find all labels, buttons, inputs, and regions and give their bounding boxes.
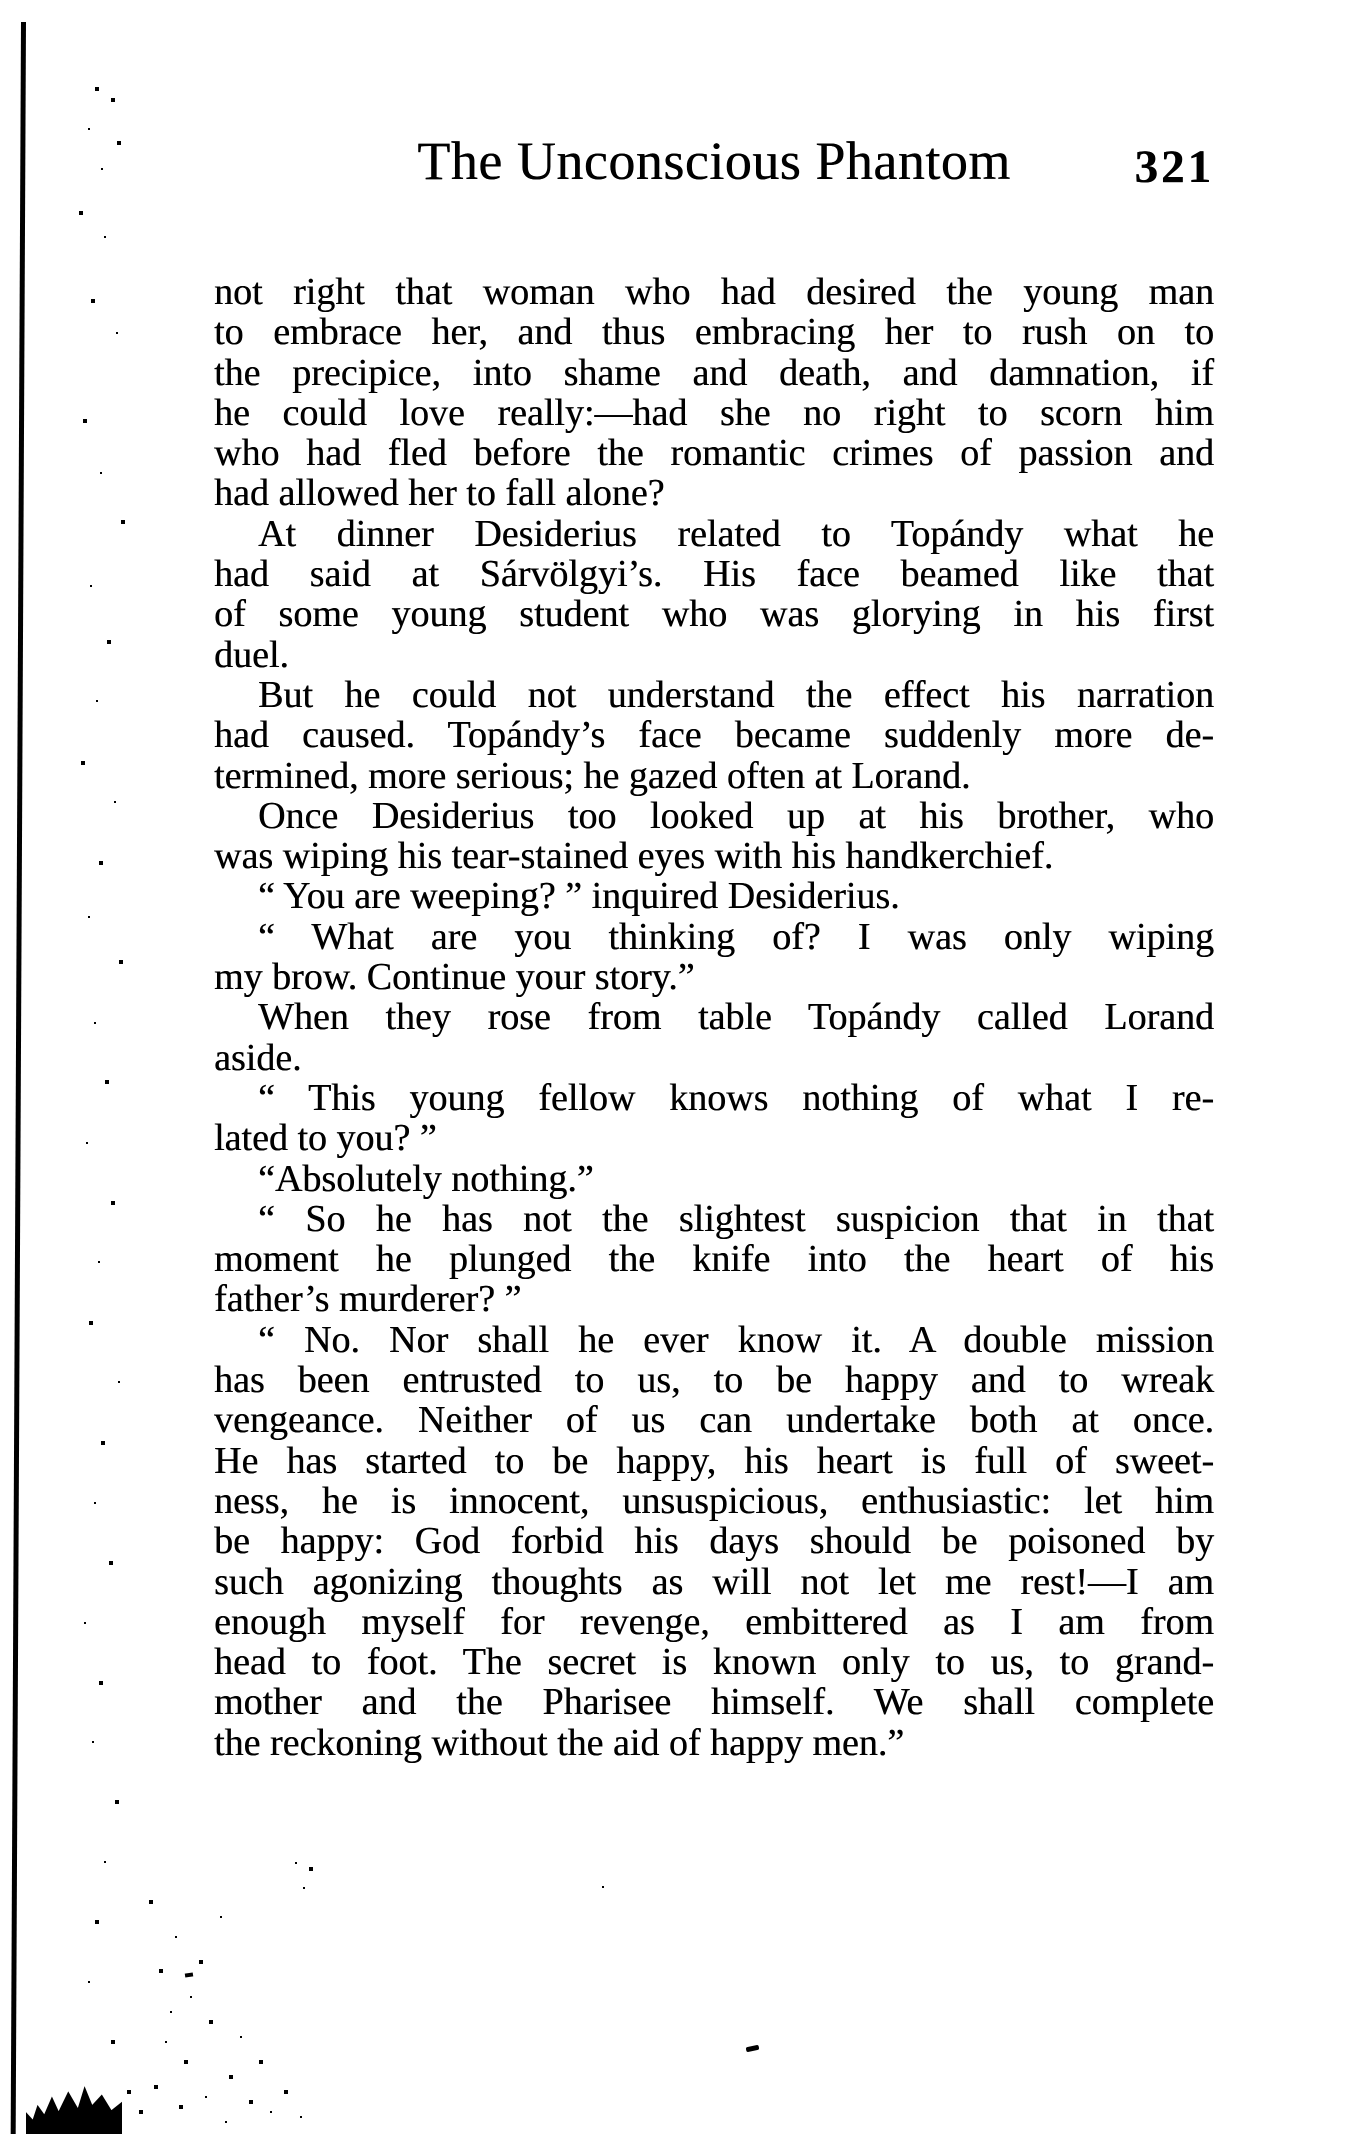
text-line: vengeance. Neither of us can undertake both at once. [214,1399,1214,1442]
text-line: had said at Sárvölgyi’s. His face beamed like that [214,553,1214,596]
text-line: not right that woman who had desired the young man [214,271,1214,313]
text-line: He has started to be happy, his heart is full of sweet- [214,1439,1214,1482]
text-line: termined, more serious; he gazed often at Lorand. [214,754,971,797]
text-line: has been entrusted to us, to be happy and to wreak [214,1359,1214,1402]
text-line: aside. [214,1036,302,1079]
text-line: father’s murderer? ” [214,1278,522,1321]
text-line: “ You are weeping? ” inquired Desiderius. [258,875,900,918]
scan-mark-dash [185,1972,193,1977]
text-line: be happy: God forbid his days should be poisoned by [214,1520,1214,1563]
text-line: Once Desiderius too looked up at his brother, who [258,794,1214,837]
scan-speckles-bottom [0,0,2,2]
text-line: had allowed her to fall alone? [214,472,665,515]
page-header [214,130,1214,192]
text-line: “ No. Nor shall he ever know it. A double mission [258,1318,1214,1361]
text-line: to embrace her, and thus embracing her to rush on to [214,311,1214,354]
page-number: 321 [1134,141,1214,193]
text-line: my brow. Continue your story.” [214,956,695,999]
text-line: “ So he has not the slightest suspicion that in that [258,1197,1214,1240]
text-line: was wiping his tear-stained eyes with his handkerchief. [214,835,1054,878]
text-line: But he could not understand the effect his narration [258,673,1214,716]
text-line: of some young student who was glorying in his first [214,593,1214,636]
scan-spine-line [11,22,26,2134]
scan-mark-dash [746,2045,760,2053]
text-line: mother and the Pharisee himself. We shall complete [214,1681,1214,1724]
page-title: The Unconscious Phantom [417,131,1011,191]
text-line: “Absolutely nothing.” [258,1157,594,1200]
text-line: who had fled before the romantic crimes of passion and [214,432,1214,475]
text-line: the precipice, into shame and death, and damnation, if [214,351,1214,394]
text-line: At dinner Desiderius related to Topándy what he [258,512,1214,555]
text-line: “ What are you thinking of? I was only wiping [258,915,1214,958]
text-line: ness, he is innocent, unsuspicious, enthusiastic: let him [214,1479,1214,1522]
text-line: enough myself for revenge, embittered as I am from [214,1600,1214,1643]
text-line: lated to you? ” [214,1117,437,1160]
text-line: duel. [214,633,289,676]
text-line: “ This young fellow knows nothing of what I re- [258,1076,1214,1119]
text-line: moment he plunged the knife into the heart of his [214,1238,1214,1281]
ink-blob-bottom-left [26,2082,122,2134]
text-line: head to foot. The secret is known only to us, to grand- [214,1641,1214,1684]
text-line: such agonizing thoughts as will not let me rest!—I am [214,1560,1214,1603]
text-line: When they rose from table Topándy called Lorand [258,996,1214,1039]
text-line: had caused. Topándy’s face became suddenly more de- [214,714,1214,757]
text-block [214,272,1214,1763]
text-line: he could love really:—had she no right to scorn him [214,391,1214,434]
text-line: the reckoning without the aid of happy men.” [214,1721,905,1764]
